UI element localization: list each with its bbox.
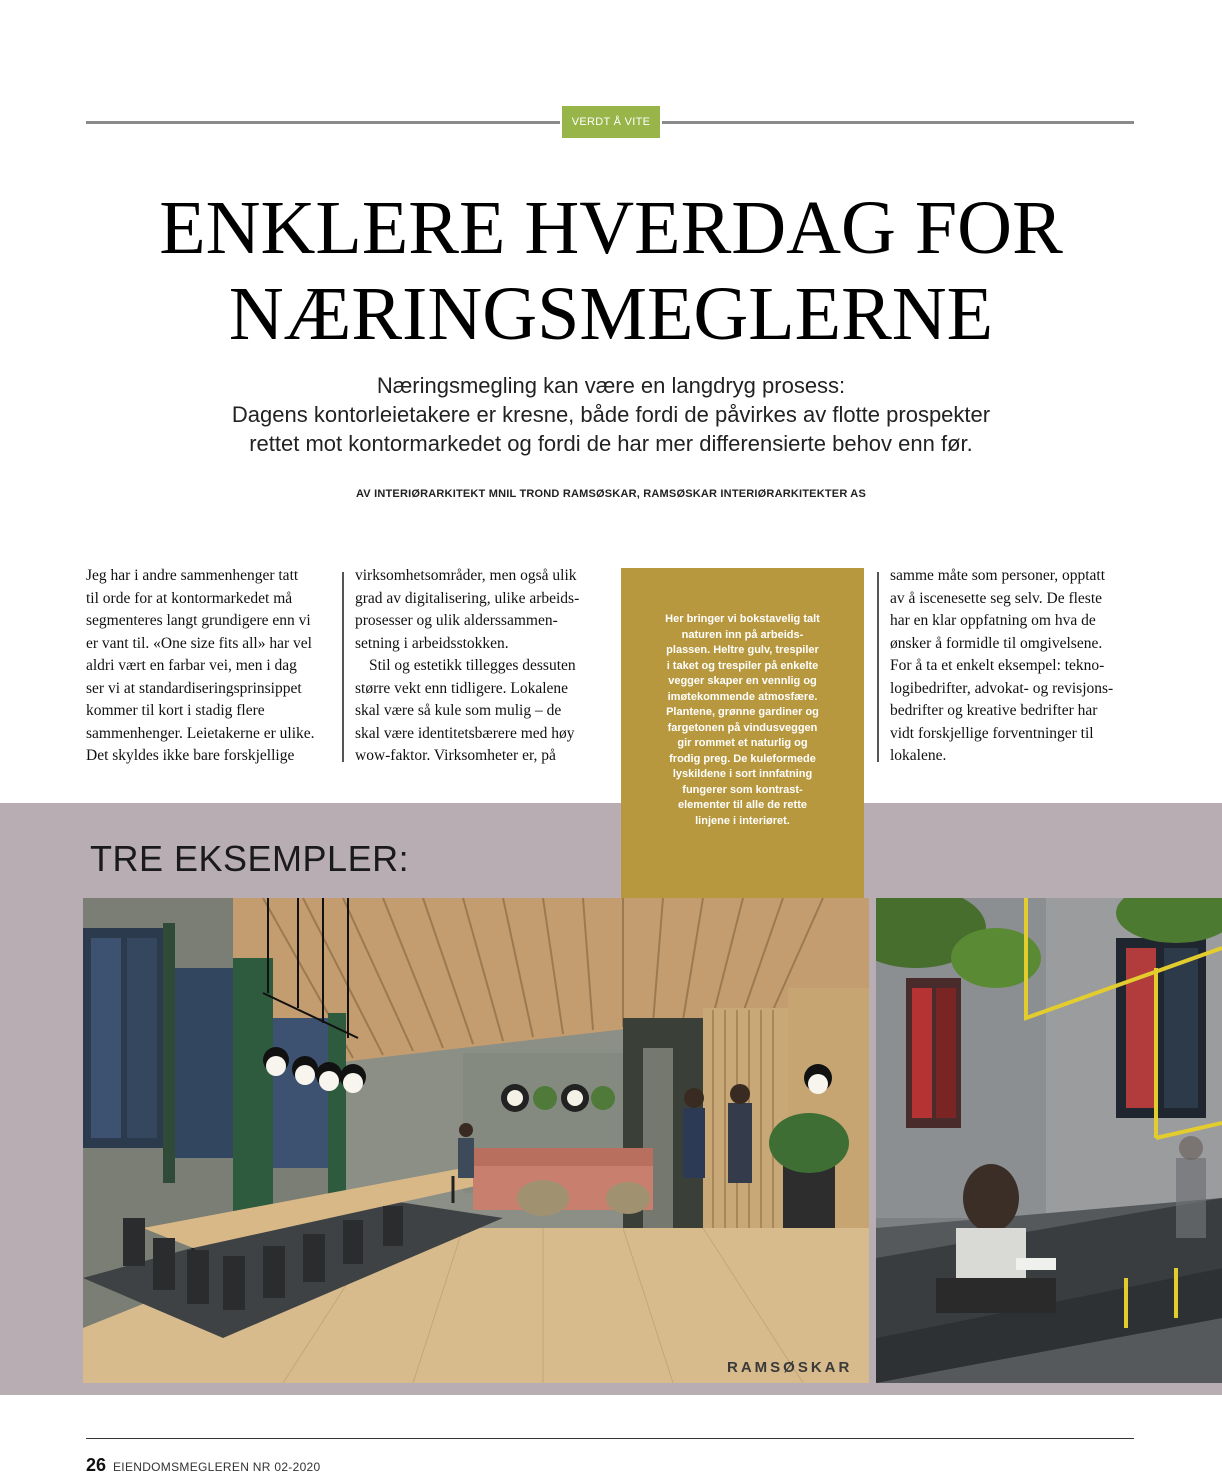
quote-line: imøtekommende atmosfære. [667,690,818,703]
headline-line: ENKLERE HVERDAG FOR [159,186,1063,270]
text-line: grad av digitalisering, ulike arbeids- [355,589,580,607]
text-line: ser vi at standardiseringsprinsippet [86,679,302,697]
text-line: prosesser og ulik alderssammen- [355,612,558,629]
lead-line: Dagens kontorleietakere er kresne, både fordi de påvirkes av flotte prospekter [231,402,991,427]
header-rule-right [662,121,1134,124]
quote-line: lyskildene i sort innfatning [672,768,813,780]
interior-photo-lounge [83,898,869,1383]
quote-line: gir rommet et naturlig og [677,737,808,749]
quote-line: Plantene, grønne gardiner og [666,706,819,718]
text-line: skal være så kule som mulig – de [355,702,562,719]
headline-line: NÆRINGSMEGLERNE [228,272,994,356]
text-line: Jeg har i andre sammenhenger tatt [86,567,299,584]
interior-photo-bench [876,898,1222,1383]
body-column-2 [355,565,599,768]
text-line: er vant til. «One size fits all» har vel [86,634,312,652]
quote-line: elementer til alle de rette [678,799,807,811]
text-line: For å ta et enkelt eksempel: tekno- [890,657,1105,674]
page-number: 26 [86,1455,107,1475]
quote-line: naturen inn på arbeids- [681,628,804,641]
body-column-1 [86,565,330,768]
text-line: Det skyldes ikke bare forskjellige [86,747,295,764]
ramsoskar-logo: RAMSØSKAR [727,1359,853,1376]
headline [40,185,1182,357]
quote-line: fargetonen på vindusveggen [667,721,818,734]
quote-line: Her bringer vi bokstavelig talt [665,613,820,625]
lead-paragraph [60,371,1162,458]
text-line: større vekt enn tidligere. Lokalene [355,679,569,697]
text-line: wow-faktor. Virksomheter er, på [355,747,556,764]
quote-line: i taket og trespiler på enkelte [666,659,819,672]
byline: AV INTERIØRARKITEKT MNIL TROND RAMSØSKAR, RAMSØSKAR INTERIØRARKITEKTER AS [355,488,866,500]
text-line: logibedrifter, advokat- og revisjons- [890,679,1114,697]
text-line: aldri vært en farbar vei, men i dag [86,657,297,674]
lead-line: rettet mot kontormarkedet og fordi de har mer differensierte behov enn før. [249,431,973,456]
column-divider [342,572,344,762]
examples-title: TRE EKSEMPLER: [90,838,410,879]
text-line: lokalene. [890,747,947,764]
quote-line: plassen. Heltre gulv, trespiler [666,644,819,656]
quote-line: frodig preg. De kuleformede [669,752,816,765]
text-line: av å iscenesette seg selv. De fleste [890,589,1103,607]
header-rule-left [86,121,560,124]
text-line: segmenteres langt grundigere enn vi [86,612,311,629]
text-line: sammenhenger. Leietakerne er ulike. [86,724,315,742]
text-line: virksomhetsområder, men også ulik [355,567,577,584]
text-line: har en klar oppfatning om hva de [890,612,1096,629]
pull-quote [633,612,852,829]
text-line: ønsker å formidle til omgivelsene. [890,634,1103,652]
text-line: bedrifter og kreative bedrifter har [890,702,1098,719]
text-line: skal være identitetsbærere med høy [355,724,575,742]
footer-rule [86,1438,1134,1439]
text-line: kommer til kort i stadig flere [86,702,265,719]
body-column-3 [890,565,1134,768]
text-line: setning i arbeidsstokken. [355,634,509,652]
quote-line: linjene i interiøret. [695,814,790,827]
text-line: samme måte som personer, opptatt [890,567,1106,584]
quote-line: vegger skaper en vennlig og [668,675,817,687]
quote-line: fungerer som kontrast- [682,783,803,796]
lead-line: Næringsmegling kan være en langdryg prosess: [376,373,846,398]
text-line: til orde for at kontormarkedet må [86,589,293,607]
publication-name: EIENDOMSMEGLEREN NR 02-2020 [113,1460,321,1474]
column-divider [877,572,879,762]
text-line: Stil og estetikk tillegges dessuten [369,657,576,674]
text-line: vidt forskjellige forventninger til [890,724,1094,742]
section-tag: VERDT Å VITE [562,106,660,138]
